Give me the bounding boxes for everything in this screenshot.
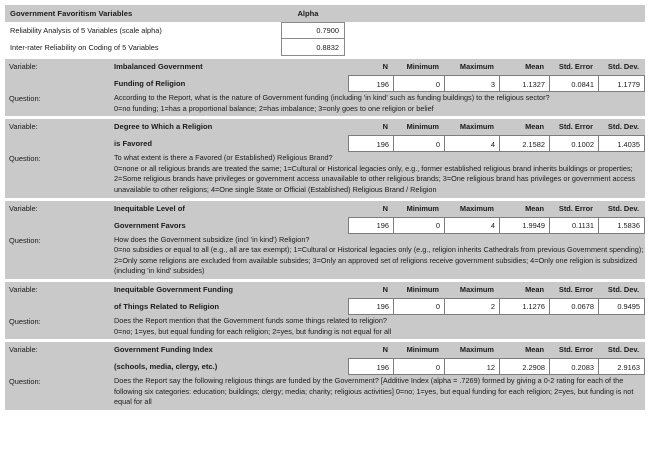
- stats-value-n: 196: [376, 139, 389, 149]
- stats-header-minimum: Minimum: [406, 122, 439, 132]
- stats-header-mean: Mean: [525, 284, 544, 294]
- variable-stats-row: [5, 358, 645, 375]
- stats-header-minimum: Minimum: [406, 203, 439, 213]
- stats-header-std-error: Std. Error: [558, 345, 593, 355]
- stats-header-maximum: Maximum: [459, 203, 494, 213]
- question-label: Question:: [9, 316, 41, 326]
- question-line: 0=no funding; 1=has a proportional balance; 2=has imbalance; 3=only goes to one religion or belief: [114, 103, 434, 113]
- question-line: 0=no subsidies or equal to all (e.g., all are tax exempt); 1=Cultural or Historical legacies only (e.g., religion inherits Cathedrals from previous Government spending); 2=Only some religions are excluded from available subsides; 3=Only an approved set of religions receive government subsidies; 4=Only one religion is subsidized (including 'in kind' subsides): [114, 245, 644, 276]
- stats-header: [348, 342, 645, 358]
- stats-header: [348, 201, 645, 217]
- variable-name-line1: Degree to Which a Religion: [114, 122, 213, 132]
- question-block: [5, 315, 645, 339]
- stats-header-std-dev: Std. Dev.: [607, 62, 639, 71]
- stats-value-std-error: 0.0678: [549, 299, 598, 314]
- stats-value-mean: 1.9949: [499, 218, 549, 233]
- stats-value-minimum: 0: [393, 218, 444, 233]
- variable-name-line1: Imbalanced Government: [114, 62, 203, 71]
- stats-value-minimum: 0: [393, 76, 444, 91]
- stats-value-maximum: 3: [444, 76, 499, 91]
- stats-header-maximum: Maximum: [459, 284, 494, 294]
- question-line: 0=no; 1=yes, but equal funding for each religion; 2=yes, but funding is not equal for all: [114, 326, 392, 336]
- reliability-summary-table: [5, 5, 645, 56]
- stats-header-mean: Mean: [525, 122, 544, 132]
- variable-name-line2: Funding of Religion: [114, 79, 186, 88]
- variable-name-line1: Inequitable Level of: [114, 203, 185, 213]
- variable-header-row: [5, 59, 645, 75]
- question-text: [114, 234, 644, 277]
- variable-section: [5, 59, 645, 116]
- question-text: [114, 152, 644, 195]
- question-text: [114, 315, 644, 337]
- stats-header-n: N: [382, 122, 388, 132]
- stats-value-maximum: 2: [444, 299, 499, 314]
- stats-header-maximum: Maximum: [459, 62, 494, 71]
- stats-header-minimum: Minimum: [406, 284, 439, 294]
- stats-header-n: N: [382, 62, 388, 71]
- question-block: [5, 92, 645, 116]
- variable-stats-row: [5, 75, 645, 92]
- variable-name-line2: of Things Related to Religion: [114, 301, 220, 311]
- stats-value-maximum: 4: [444, 218, 499, 233]
- question-line: 0=none or all religious brands are treated the same; 1=Cultural or Historical legacies only, e.g., former established religious brand inherits buildings or properties; 2=Some religious brands have privileges or government access unavailable to other religious brands; 3=One religious brand has privileges or government access unavailable to other religions; 4=One single State or Official (Established) Religious Brand / Religion: [114, 163, 636, 194]
- stats-header-std-error: Std. Error: [558, 284, 593, 294]
- stats-values: [348, 358, 645, 375]
- variable-header-row: [5, 342, 645, 358]
- stats-value-n: 196: [376, 362, 389, 372]
- stats-header-std-dev: Std. Dev.: [607, 284, 639, 294]
- variable-label: Variable:: [9, 284, 38, 294]
- question-block: [5, 375, 645, 410]
- stats-value-std-error: 0.1131: [549, 218, 598, 233]
- stats-header-std-dev: Std. Dev.: [607, 122, 639, 132]
- variable-section: [5, 201, 645, 279]
- reliability-row-inter-rater: [5, 39, 645, 56]
- stats-header-maximum: Maximum: [459, 345, 494, 355]
- alpha-column-header: Alpha: [297, 9, 319, 18]
- variable-name-line2: is Favored: [114, 139, 152, 149]
- variable-stats-row: [5, 135, 645, 152]
- stats-header-minimum: Minimum: [406, 62, 439, 71]
- stats-header-maximum: Maximum: [459, 122, 494, 132]
- stats-header: [348, 119, 645, 135]
- question-label: Question:: [9, 154, 41, 164]
- stats-header-n: N: [382, 203, 388, 213]
- stats-value-std-error: 0.2083: [549, 359, 598, 374]
- question-line: According to the Report, what is the nature of Government funding (including 'in kind' such as funding buildings) to the religious sector?: [114, 93, 550, 102]
- stats-header-mean: Mean: [525, 62, 544, 71]
- stats-value-std-error: 0.0841: [549, 76, 598, 91]
- stats-value-n: 196: [376, 302, 389, 312]
- stats-value-std-dev: 1.1779: [598, 76, 644, 91]
- stats-header-std-dev: Std. Dev.: [607, 203, 639, 213]
- variable-name-line2: Government Favors: [114, 220, 186, 230]
- stats-values: [348, 135, 645, 152]
- variable-section: [5, 119, 645, 197]
- question-label: Question:: [9, 94, 41, 103]
- variable-label: Variable:: [9, 345, 38, 355]
- stats-header-n: N: [382, 284, 388, 294]
- variable-section: [5, 342, 645, 410]
- variable-name-line1: Government Funding Index: [114, 345, 213, 355]
- stats-value-n: 196: [376, 221, 389, 231]
- stats-header: [348, 282, 645, 298]
- variable-stats-row: [5, 217, 645, 234]
- stats-value-std-dev: 0.9495: [598, 299, 644, 314]
- stats-header-std-error: Std. Error: [558, 62, 593, 71]
- question-line: Does the Report say the following religious things are funded by the Government? [Additive Index (alpha = .7269) formed by giving a 0-2 rating for each of the following six categories: education; buildings; clergy; media; charity; religious activities] 0=no; 1=yes, but equal funding for each religion; 2=yes, but funding is not equal for all: [114, 376, 634, 407]
- stats-value-std-dev: 2.9163: [598, 359, 644, 374]
- question-text: [114, 375, 644, 408]
- stats-value-mean: 2.1582: [499, 136, 549, 151]
- reliability-row-scale-alpha: [5, 22, 645, 39]
- question-block: [5, 234, 645, 279]
- stats-header-std-dev: Std. Dev.: [607, 345, 639, 355]
- question-text: [114, 92, 644, 114]
- stats-header-std-error: Std. Error: [558, 122, 593, 132]
- stats-header-mean: Mean: [525, 345, 544, 355]
- stats-header-n: N: [382, 345, 388, 355]
- stats-header-mean: Mean: [525, 203, 544, 213]
- question-label: Question:: [9, 377, 41, 387]
- reliability-table-title: Government Favoritism Variables: [10, 9, 133, 18]
- stats-value-n: 196: [376, 79, 389, 89]
- stats-value-maximum: 4: [444, 136, 499, 151]
- variable-name-line2: (schools, media, clergy, etc.): [114, 362, 218, 372]
- variable-section: [5, 282, 645, 339]
- stats-value-minimum: 0: [393, 359, 444, 374]
- variable-stats-row: [5, 298, 645, 315]
- statistics-report-page: [0, 5, 649, 459]
- reliability-row-value: 0.8832: [281, 39, 345, 56]
- variable-header-row: [5, 282, 645, 298]
- stats-value-mean: 1.1276: [499, 299, 549, 314]
- reliability-row-label: Inter-rater Reliability on Coding of 5 Variables: [10, 43, 159, 52]
- stats-values: [348, 217, 645, 234]
- stats-value-std-dev: 1.5836: [598, 218, 644, 233]
- reliability-table-header-row: [5, 5, 645, 22]
- question-label: Question:: [9, 235, 41, 245]
- question-line: How does the Government subsidize (incl 'in kind') Religion?: [114, 234, 310, 244]
- variable-header-row: [5, 119, 645, 135]
- stats-value-std-error: 0.1002: [549, 136, 598, 151]
- stats-value-std-dev: 1.4035: [598, 136, 644, 151]
- stats-header: [348, 59, 645, 75]
- stats-value-minimum: 0: [393, 136, 444, 151]
- variable-label: Variable:: [9, 122, 38, 132]
- question-block: [5, 152, 645, 197]
- stats-values: [348, 298, 645, 315]
- reliability-row-value: 0.7900: [281, 22, 345, 39]
- stats-value-minimum: 0: [393, 299, 444, 314]
- variable-label: Variable:: [9, 203, 38, 213]
- variable-name-line1: Inequitable Government Funding: [114, 284, 233, 294]
- variable-header-row: [5, 201, 645, 217]
- stats-value-mean: 2.2908: [499, 359, 549, 374]
- variable-label: Variable:: [9, 62, 38, 71]
- stats-value-mean: 1.1327: [499, 76, 549, 91]
- question-line: To what extent is there a Favored (or Established) Religious Brand?: [114, 153, 333, 163]
- question-line: Does the Report mention that the Government funds some things related to religion?: [114, 315, 387, 325]
- stats-header-minimum: Minimum: [406, 345, 439, 355]
- stats-values: [348, 75, 645, 92]
- stats-header-std-error: Std. Error: [558, 203, 593, 213]
- reliability-row-label: Reliability Analysis of 5 Variables (scale alpha): [10, 26, 162, 35]
- stats-value-maximum: 12: [444, 359, 499, 374]
